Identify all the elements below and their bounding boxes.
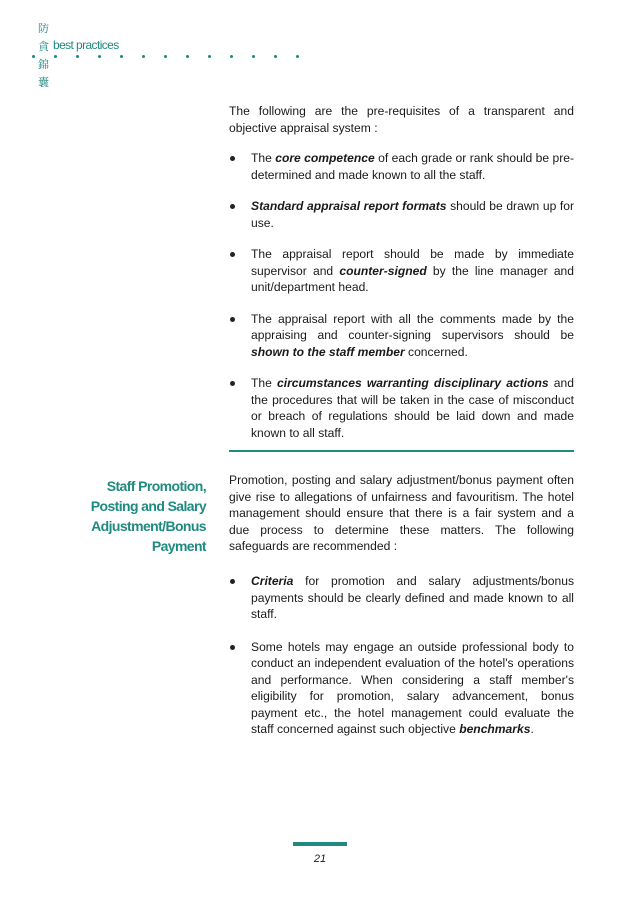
section-heading: Staff Promotion, Posting and Salary Adjustment/Bonus Payment [90,478,206,554]
bullet-icon [230,645,235,650]
list-item: The core competence of each grade or rank should be pre-determined and made known to all the staff. [229,150,574,183]
section-divider [229,450,574,452]
page-number: 21 [313,853,327,865]
section-paragraph: Promotion, posting and salary adjustment/bonus payment often give rise to allegations of unfairness and favouritism. The hotel management should ensure that there is a fair system and a due process to determine these matters. The following safeguards are recommended : [229,473,574,553]
bullet-icon [230,381,235,386]
bullet-icon [230,204,235,209]
safeguard-list [229,573,574,738]
list-item: Standard appraisal report formats should be drawn up for use. [229,198,574,231]
header-char: 貪 [38,40,49,53]
brand-label: best practices [53,38,119,52]
list-item: The appraisal report with all the comments made by the appraising and counter-signing supervisors should be shown to the staff member concerned. [229,311,574,361]
bullet-icon [230,156,235,161]
intro-paragraph: The following are the pre-requisites of a transparent and objective appraisal system : [229,104,574,135]
header-char: 防 [38,22,49,35]
list-item: The appraisal report should be made by immediate supervisor and counter-signed by the line manager and unit/department head. [229,246,574,296]
bullet-icon [230,252,235,257]
prerequisite-list [229,150,574,441]
footer-bar [293,842,347,846]
header-dot-divider [32,55,302,61]
list-item: The circumstances warranting disciplinary actions and the procedures that will be taken in the case of misconduct or breach of regulations should be laid down and made known to all staff. [229,375,574,441]
bullet-icon [230,579,235,584]
header-char: 囊 [38,76,49,89]
header-char: 錦 [38,58,49,71]
bullet-icon [230,317,235,322]
list-item: Some hotels may engage an outside professional body to conduct an independent evaluation of the hotel's operations and performance. When considering a staff member's eligibility for promotion, salary advancement, bonus payment etc., the hotel management could evaluate the staff concerned against such objective benchmarks. [229,639,574,738]
list-item: Criteria for promotion and salary adjustments/bonus payments should be clearly defined and made known to all staff. [229,573,574,623]
